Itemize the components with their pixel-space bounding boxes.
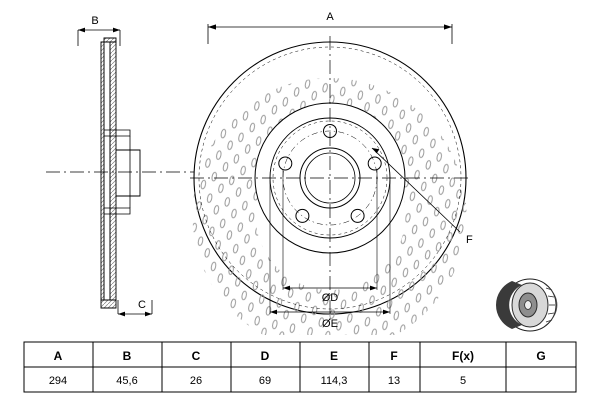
table-cell-a: 294 <box>48 375 68 387</box>
table-header-c: C <box>191 349 201 363</box>
product-thumbnail <box>496 279 557 331</box>
table-header-d: D <box>260 349 270 363</box>
table-header-e: E <box>329 349 339 363</box>
table-cell-c: 26 <box>189 375 203 387</box>
dimension-c-side-view <box>118 300 152 316</box>
label-b: B <box>91 15 99 27</box>
label-d-diameter: ØD <box>321 292 339 304</box>
table-header-a: A <box>53 349 63 363</box>
table-header-g: G <box>536 349 546 363</box>
label-c: C <box>138 299 146 311</box>
spec-table-grid <box>24 342 576 392</box>
side-view-profile <box>101 38 140 308</box>
table-header-fx: F(x) <box>452 349 474 363</box>
table-cell-d: 69 <box>258 375 272 387</box>
table-cell-f: 13 <box>387 375 401 387</box>
table-cell-fx: 5 <box>459 375 467 387</box>
table-header-f: F <box>390 349 398 363</box>
table-cell-b: 45,6 <box>116 375 138 387</box>
table-header-b: B <box>122 349 132 363</box>
table-cell-e: 114,3 <box>320 375 348 387</box>
label-a: A <box>326 11 334 23</box>
label-f: F <box>466 234 473 246</box>
label-e-diameter: ØE <box>322 318 338 330</box>
